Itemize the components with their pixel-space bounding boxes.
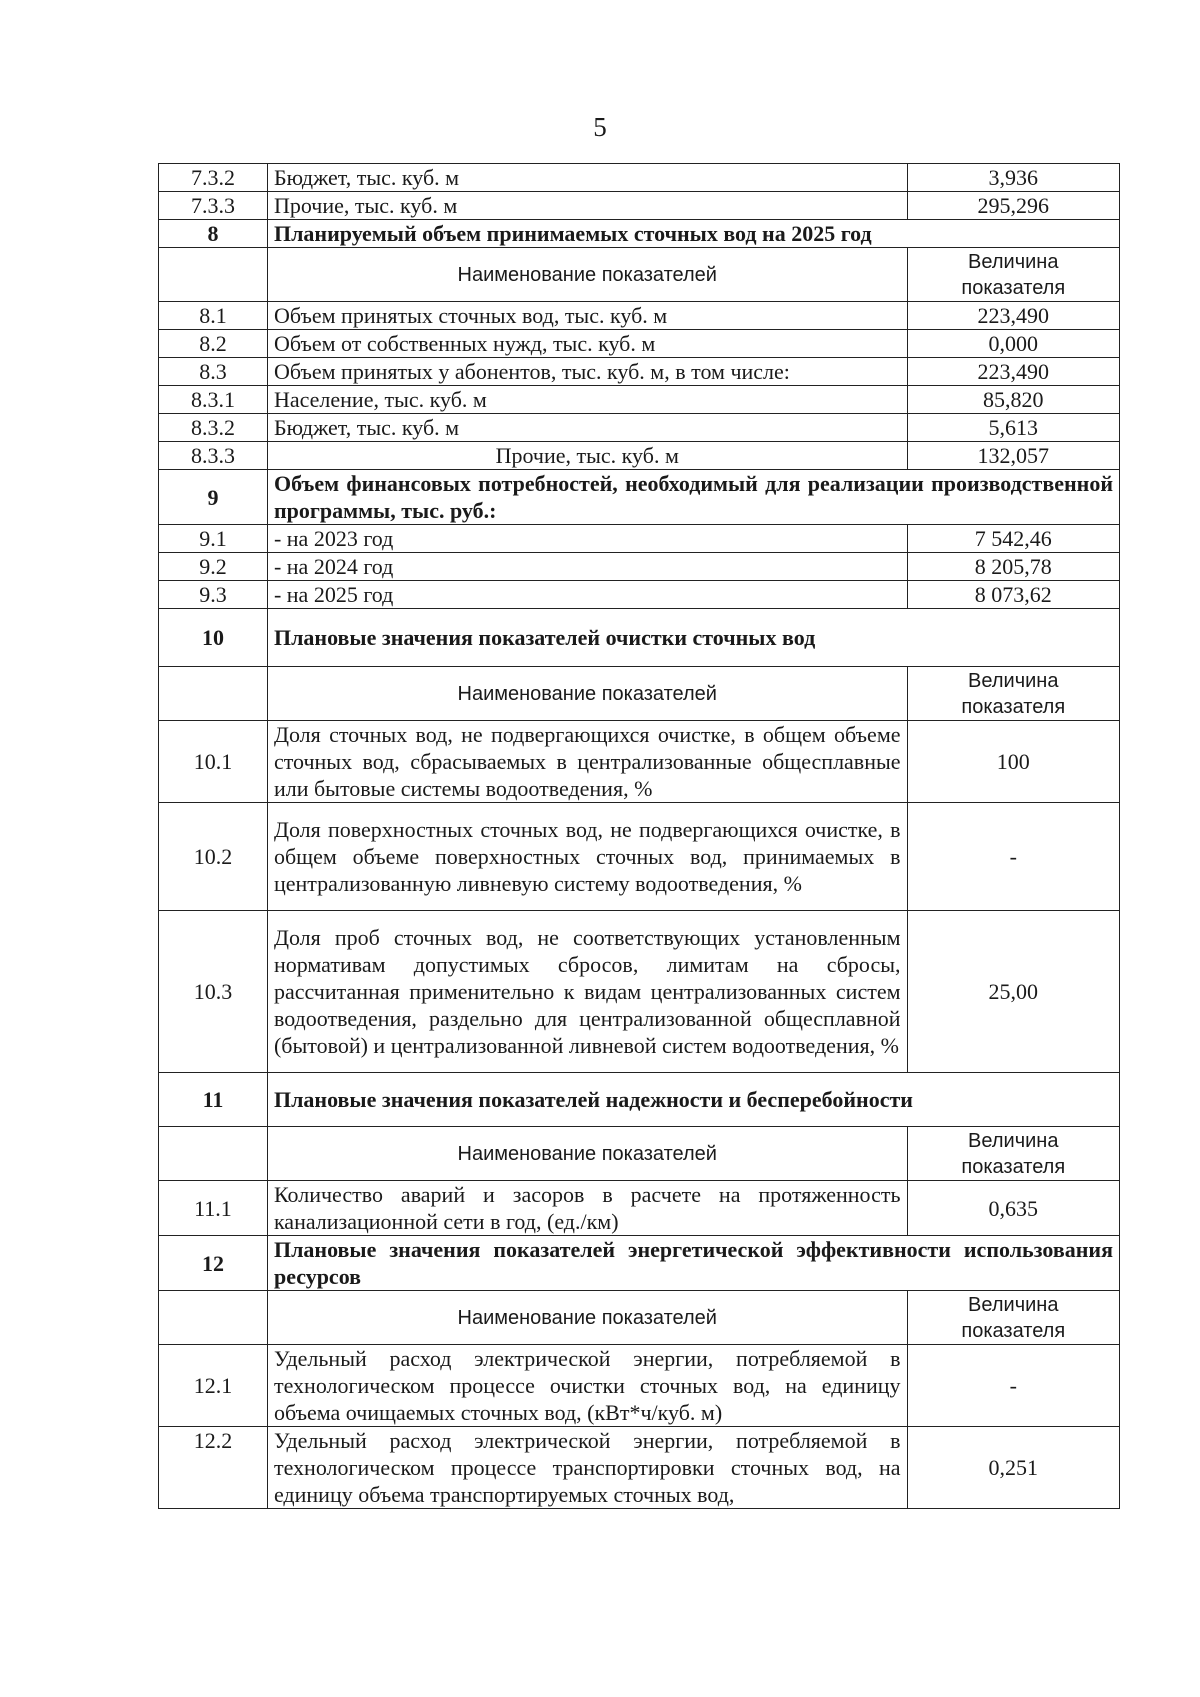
section-row <box>159 1236 1120 1291</box>
value-header-line2: показателя <box>961 276 1066 299</box>
table-row <box>159 803 1120 911</box>
table-row <box>159 1181 1120 1236</box>
row-value: 295,296 <box>907 192 1119 220</box>
row-value: 0,635 <box>907 1181 1119 1236</box>
table-row <box>159 553 1120 581</box>
table-row <box>159 192 1120 220</box>
row-value: 5,613 <box>907 414 1119 442</box>
column-header-row <box>159 1127 1120 1181</box>
row-label: Количество аварий и засоров в расчете на протяженность канализационной сети в год, (ед./км) <box>267 1181 907 1236</box>
row-label: Удельный расход электрической энергии, потребляемой в технологическом процессе очистки сточных вод, на единицу объема очищаемых сточных вод, (кВт*ч/куб. м) <box>267 1345 907 1427</box>
section-row <box>159 220 1120 248</box>
row-label: - на 2025 год <box>267 581 907 609</box>
name-column-header: Наименование показателей <box>267 1291 907 1345</box>
value-header-line2: показателя <box>961 695 1066 718</box>
table-row <box>159 358 1120 386</box>
row-value: 7 542,46 <box>907 525 1119 553</box>
row-label: - на 2024 год <box>267 553 907 581</box>
value-header-line1: Величина <box>968 1293 1059 1316</box>
value-header-line2: показателя <box>961 1319 1066 1342</box>
row-value: - <box>907 1345 1119 1427</box>
row-number: 9.2 <box>159 553 268 581</box>
row-number: 7.3.2 <box>159 164 268 192</box>
row-label: Население, тыс. куб. м <box>267 386 907 414</box>
table-row <box>159 1345 1120 1427</box>
row-value: 3,936 <box>907 164 1119 192</box>
section-title: Объем финансовых потребностей, необходимый для реализации производственной программы, тыс. руб.: <box>267 470 1119 525</box>
table-row <box>159 581 1120 609</box>
row-label: Доля сточных вод, не подвергающихся очистке, в общем объеме сточных вод, сбрасываемых в централизованные общесплавные или бытовые системы водоотведения, % <box>267 721 907 803</box>
table-row <box>159 386 1120 414</box>
row-label: Доля проб сточных вод, не соответствующих установленным нормативам допустимых сбросов, лимитам на сбросы, рассчитанная применительно к видам централизованных систем водоотведения, раздельно для централизованной общесплавной (бытовой) и централизованной ливневой систем водоотведения, % <box>267 911 907 1073</box>
row-number: 8.3.2 <box>159 414 268 442</box>
row-number: 12.2 <box>159 1427 268 1509</box>
row-label: Прочие, тыс. куб. м <box>267 442 907 470</box>
row-number: 10.1 <box>159 721 268 803</box>
page-number: 5 <box>593 112 607 142</box>
value-column-header <box>907 1127 1119 1181</box>
row-value: 132,057 <box>907 442 1119 470</box>
row-value: 0,251 <box>907 1427 1119 1509</box>
value-column-header <box>907 1291 1119 1345</box>
section-title: Плановые значения показателей очистки сточных вод <box>267 609 1119 667</box>
value-column-header <box>907 248 1119 302</box>
row-value: 100 <box>907 721 1119 803</box>
section-number: 9 <box>159 470 268 525</box>
name-column-header: Наименование показателей <box>267 667 907 721</box>
table-row <box>159 721 1120 803</box>
row-value: 223,490 <box>907 358 1119 386</box>
table-row <box>159 442 1120 470</box>
row-label: - на 2023 год <box>267 525 907 553</box>
column-header-row <box>159 667 1120 721</box>
row-number: 8.3.3 <box>159 442 268 470</box>
section-row <box>159 1073 1120 1127</box>
row-value: 85,820 <box>907 386 1119 414</box>
section-number: 11 <box>159 1073 268 1127</box>
row-number: 9.3 <box>159 581 268 609</box>
row-value: 0,000 <box>907 330 1119 358</box>
row-label: Удельный расход электрической энергии, потребляемой в технологическом процессе транспортировки сточных вод, на единицу объема транспортируемых сточных вод, <box>267 1427 907 1509</box>
row-value: - <box>907 803 1119 911</box>
row-label: Объем принятых у абонентов, тыс. куб. м, в том числе: <box>267 358 907 386</box>
column-header-row <box>159 1291 1120 1345</box>
row-label: Объем принятых сточных вод, тыс. куб. м <box>267 302 907 330</box>
table-row <box>159 302 1120 330</box>
name-column-header: Наименование показателей <box>267 248 907 302</box>
row-label: Объем от собственных нужд, тыс. куб. м <box>267 330 907 358</box>
row-label: Бюджет, тыс. куб. м <box>267 414 907 442</box>
section-title: Плановые значения показателей энергетической эффективности использования ресурсов <box>267 1236 1119 1291</box>
value-header-line2: показателя <box>961 1155 1066 1178</box>
section-title: Плановые значения показателей надежности и бесперебойности <box>267 1073 1119 1127</box>
section-number: 10 <box>159 609 268 667</box>
section-number: 12 <box>159 1236 268 1291</box>
section-title: Планируемый объем принимаемых сточных вод на 2025 год <box>267 220 1119 248</box>
table-row <box>159 1427 1120 1509</box>
row-label: Бюджет, тыс. куб. м <box>267 164 907 192</box>
indicators-table <box>158 163 1120 1509</box>
column-header-row <box>159 248 1120 302</box>
table-row <box>159 525 1120 553</box>
row-number: 8.3 <box>159 358 268 386</box>
row-label: Доля поверхностных сточных вод, не подвергающихся очистке, в общем объеме поверхностных сточных вод, принимаемых в централизованную ливневую систему водоотведения, % <box>267 803 907 911</box>
row-number: 10.3 <box>159 911 268 1073</box>
name-column-header: Наименование показателей <box>267 1127 907 1181</box>
row-number: 8.3.1 <box>159 386 268 414</box>
row-number: 8.2 <box>159 330 268 358</box>
section-row <box>159 609 1120 667</box>
table-row <box>159 414 1120 442</box>
row-number: 9.1 <box>159 525 268 553</box>
row-number: 10.2 <box>159 803 268 911</box>
value-header-line1: Величина <box>968 1129 1059 1152</box>
row-value: 223,490 <box>907 302 1119 330</box>
row-value: 25,00 <box>907 911 1119 1073</box>
row-value: 8 205,78 <box>907 553 1119 581</box>
row-number: 11.1 <box>159 1181 268 1236</box>
table-row <box>159 911 1120 1073</box>
table-row <box>159 330 1120 358</box>
section-row <box>159 470 1120 525</box>
section-number: 8 <box>159 220 268 248</box>
row-number: 12.1 <box>159 1345 268 1427</box>
row-value: 8 073,62 <box>907 581 1119 609</box>
value-column-header <box>907 667 1119 721</box>
value-header-line1: Величина <box>968 250 1059 273</box>
row-label: Прочие, тыс. куб. м <box>267 192 907 220</box>
row-number: 8.1 <box>159 302 268 330</box>
value-header-line1: Величина <box>968 669 1059 692</box>
table-row <box>159 164 1120 192</box>
row-number: 7.3.3 <box>159 192 268 220</box>
